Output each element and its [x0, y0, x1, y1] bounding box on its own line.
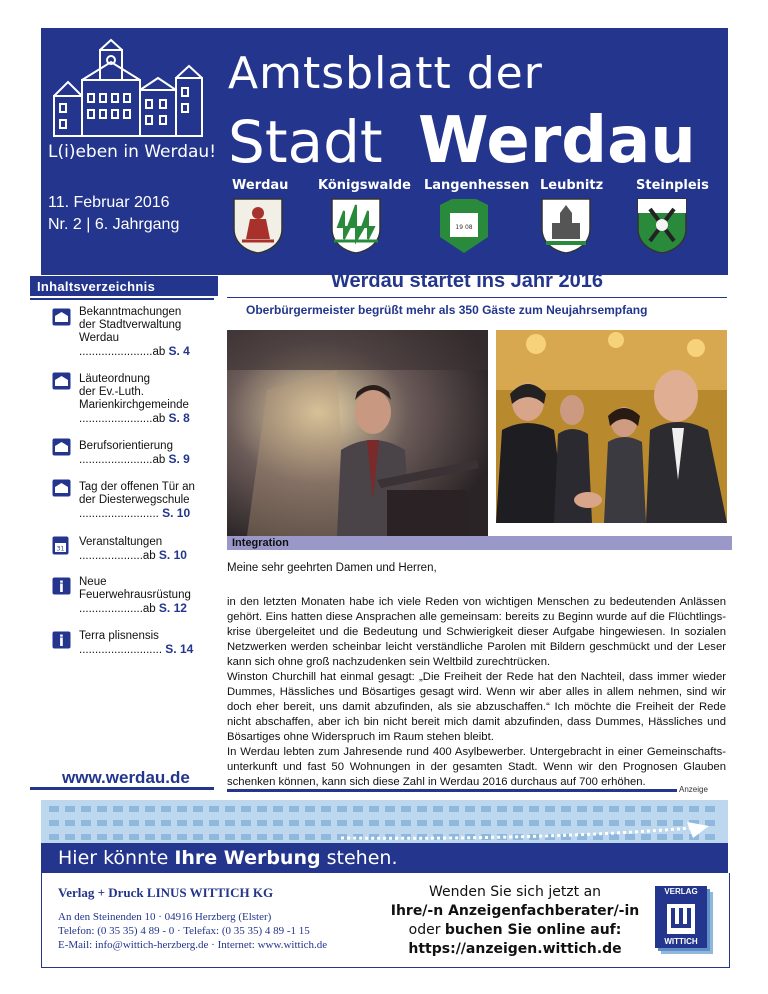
info-icon: [52, 631, 71, 649]
toc-item[interactable]: Berufsorientierung .......................ab S. 9: [79, 440, 190, 466]
building-icon: [52, 438, 71, 456]
toc-item[interactable]: Terra plisnensis .......................... S. 14: [79, 630, 194, 656]
issue-info: [48, 192, 179, 236]
building-icon: [52, 308, 71, 326]
svg-text:i: i: [58, 578, 65, 595]
calendar-icon: [52, 536, 69, 555]
werdau-crest-icon: [232, 197, 284, 255]
svg-text:19 08: 19 08: [455, 224, 473, 231]
building-icon: [52, 372, 71, 390]
motto: L(i)eben in Werdau!: [48, 142, 217, 162]
ad-company: Verlag + Druck LINUS WITTICH KG: [58, 885, 274, 900]
section-label: Integration: [227, 536, 732, 550]
website-link[interactable]: www.werdau.de: [62, 768, 190, 787]
ad-pattern-band: [41, 800, 728, 845]
district-label: Langenhessen: [424, 178, 530, 193]
district-label: Werdau: [232, 178, 289, 193]
toc-page: S. 9: [168, 452, 190, 466]
title-line-2-stadt: Stadt: [228, 108, 383, 176]
title-line-1: Amtsblatt der: [228, 48, 543, 99]
toc-bottom-bar: [30, 787, 214, 790]
toc-item[interactable]: Tag der offenen Tür an der Diesterwegschule ......................... S. 10: [79, 481, 195, 520]
logo-text-top: VERLAG: [664, 887, 698, 896]
town-hall-logo: [48, 38, 208, 140]
ad-label: Anzeige: [679, 785, 708, 794]
ad-call-to-action: Wenden Sie sich jetzt an Ihre/-n Anzeigenfachberater/-in oder buchen Sie online auf: https://anzeigen.wittich.de: [380, 883, 650, 959]
logo-text-bottom: WITTICH: [664, 937, 698, 946]
headline-rule: [227, 297, 727, 298]
koenigswalde-crest-icon: [330, 197, 382, 255]
toc-page: S. 10: [162, 506, 191, 520]
district-label: Steinpleis: [636, 178, 709, 193]
toc-page: S. 8: [168, 411, 190, 425]
toc-page: S. 10: [158, 548, 187, 562]
toc-page: S. 12: [158, 601, 187, 615]
subheadline: Oberbürgermeister begrüßt mehr als 350 Gäste zum Neujahrsempfang: [246, 303, 648, 317]
toc-page: S. 14: [165, 642, 194, 656]
toc-page: S. 4: [168, 344, 190, 358]
info-icon: [52, 577, 71, 595]
toc-heading: Inhaltsverzeichnis: [30, 276, 218, 296]
article-greeting: Meine sehr geehrten Damen und Herren,: [227, 562, 437, 574]
toc-item[interactable]: Neue Feuerwehrausrüstung ....................ab S. 12: [79, 576, 191, 615]
article-bottom-bar: [227, 789, 677, 792]
toc-item[interactable]: Veranstaltungen ....................ab S. 10: [79, 536, 187, 562]
district-label: Leubnitz: [540, 178, 604, 193]
issue-number: Nr. 2 | 6. Jahrgang: [48, 216, 180, 233]
svg-text:31: 31: [56, 545, 65, 553]
toc-item[interactable]: Läuteordnung der Ev.-Luth. Marienkirchgemeinde .......................ab S. 8: [79, 373, 190, 425]
title-line-2-werdau: Werdau: [418, 104, 696, 178]
issue-date: 11. Februar 2016: [48, 194, 170, 211]
article-body: in den letzten Monaten habe ich viele Reden von wichtigen Menschen zu bedeutenden Anlässen gehört. Eins hatten diese Ansprachen alle gemeinsam: bereits zu Beginn wurde auf die Flüchtlings-krise übergeleitet und die Bedeutung und Schwierigkeit dieser Aufgabe hingewiesen. In sozialen Netzwerken werden scheinbar leicht verständliche Parolen mit Bildern geschmückt und der Leser kann sich ohne groß nachzudenken sein Weltbild zurechtrücken. Winston Churchill hat einmal gesagt: „Die Freiheit der Rede hat den Nachteil, dass immer wieder Dummes, Hässliches und Bösartiges gesagt wird. Wenn wir aber alles in allem nehmen, sind wir doch eher bereit, uns damit abzufinden, als sie abzuschaffen.“ Ich möchte die Freiheit der Rede nicht abschaffen, aber ich bin nicht bereit mich damit abzufinden, dass Dummes, Hässliches und Bösartiges ohne Widerspruch im Raum stehen bleibt. In Werdau lebten zum Jahresende rund 400 Asylbewerber. Untergebracht in einer Gemeinschafts-unterkunft und fast 50 Wohnungen in der gesamten Stadt. Wenn wir den Prognosen Glauben schenken können, kann sich diese Zahl in Werdau 2016 durchaus auf 700 erhöhen.: [227, 596, 726, 788]
steinpleis-crest-icon: [636, 197, 688, 255]
leubnitz-crest-icon: [540, 197, 592, 255]
langenhessen-crest-icon: [436, 197, 492, 255]
building-icon: [52, 479, 71, 497]
mayor-speech-photo: [227, 330, 488, 536]
toc-item[interactable]: Bekanntmachungen der Stadtverwaltung Werdau .......................ab S. 4: [79, 306, 190, 358]
reception-handshake-photo: [496, 330, 727, 523]
ad-tagline: Hier könnte Ihre Werbung stehen.: [58, 847, 398, 869]
svg-text:i: i: [58, 632, 65, 649]
district-label: Königswalde: [318, 178, 411, 193]
toc-divider: [30, 298, 214, 300]
ad-booking-link[interactable]: https://anzeigen.wittich.de: [408, 941, 622, 957]
headline: Werdau startet ins Jahr 2016: [331, 270, 603, 292]
ad-address-block: An den Steinenden 10 · 04916 Herzberg (Elster) Telefon: (0 35 35) 4 89 - 0 · Telefax: (0 35 35) 4 89 -1 15 E-Mail: info@wittich-herzberg.de · Internet: www.wittich.de: [58, 911, 328, 951]
